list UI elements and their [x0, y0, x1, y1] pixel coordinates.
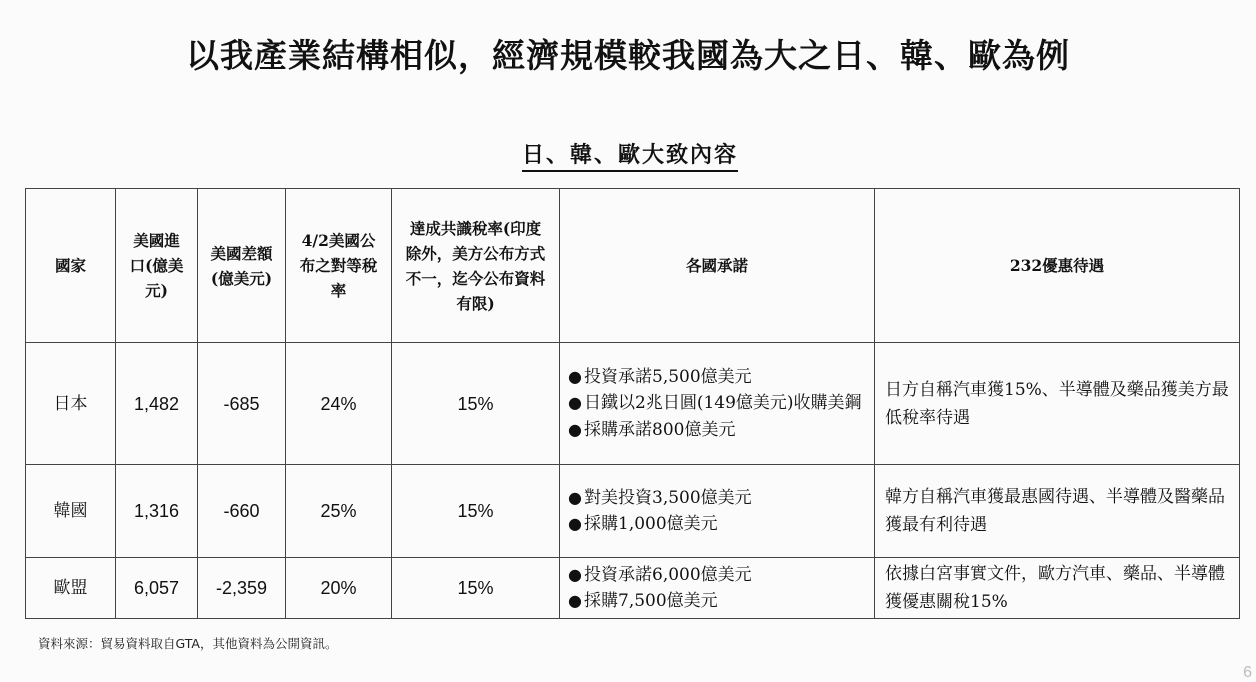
- slide-title: 以我產業結構相似，經濟規模較我國為大之日、韓、歐為例: [186, 36, 1070, 75]
- header-commitments: 各國承諾: [560, 189, 875, 343]
- table-title: [480, 138, 780, 169]
- comparison-table: [25, 188, 1240, 619]
- header-country: 國家: [26, 189, 116, 343]
- page-number: 6: [1243, 664, 1252, 681]
- cell-preferential: 日方自稱汽車獲15%、半導體及藥品獲美方最低稅率待遇: [875, 343, 1240, 465]
- cell-balance: -660: [198, 465, 286, 558]
- bullet-icon: ●: [568, 393, 582, 413]
- table-row-korea: [26, 465, 1240, 558]
- cell-agreed-rate: 15%: [392, 343, 560, 465]
- cell-import: 1,482: [116, 343, 198, 465]
- bullet-icon: ●: [568, 591, 582, 610]
- commitment-item: ● 採購1,000億美元: [568, 511, 874, 538]
- header-us-import: 美國進口(億美元): [116, 189, 198, 343]
- cell-commitments: [560, 343, 875, 465]
- source-note: 資料來源：貿易資料取自GTA，其他資料為公開資訊。: [38, 636, 338, 651]
- table-row-eu: [26, 558, 1240, 619]
- header-preferential: 232優惠待遇: [875, 189, 1240, 343]
- table-row-japan: [26, 343, 1240, 465]
- bullet-icon: ●: [568, 514, 582, 533]
- cell-commitments: [560, 465, 875, 558]
- commitment-item: ● 日鐵以2兆日圓(149億美元)收購美鋼: [568, 390, 874, 417]
- cell-balance: -2,359: [198, 558, 286, 619]
- cell-agreed-rate: 15%: [392, 465, 560, 558]
- bullet-icon: ●: [568, 487, 582, 507]
- cell-reciprocal-rate: 25%: [286, 465, 392, 558]
- cell-preferential: 韓方自稱汽車獲最惠國待遇、半導體及醫藥品獲最有利待遇: [875, 465, 1240, 558]
- cell-reciprocal-rate: 24%: [286, 343, 392, 465]
- cell-preferential: 依據白宮事實文件，歐方汽車、藥品、半導體獲優惠關稅15%: [875, 558, 1240, 619]
- bullet-icon: ●: [568, 366, 582, 386]
- table-header-row: [26, 189, 1240, 343]
- commitment-item: ● 投資承諾5,500億美元: [568, 364, 874, 391]
- cell-agreed-rate: 15%: [392, 558, 560, 619]
- cell-import: 1,316: [116, 465, 198, 558]
- cell-reciprocal-rate: 20%: [286, 558, 392, 619]
- cell-country: 歐盟: [26, 558, 116, 619]
- commitment-item: ● 採購承諾800億美元: [568, 417, 874, 444]
- bullet-icon: ●: [568, 419, 582, 439]
- commitment-item: ● 對美投資3,500億美元: [568, 485, 874, 512]
- cell-balance: -685: [198, 343, 286, 465]
- commitment-item: ● 採購7,500億美元: [568, 588, 874, 615]
- bullet-icon: ●: [568, 564, 582, 584]
- cell-commitments: [560, 558, 875, 619]
- header-us-balance: 美國差額(億美元): [198, 189, 286, 343]
- commitment-item: ● 投資承諾6,000億美元: [568, 562, 874, 589]
- header-reciprocal-rate: 4/2美國公布之對等稅率: [286, 189, 392, 343]
- cell-country: 韓國: [26, 465, 116, 558]
- cell-import: 6,057: [116, 558, 198, 619]
- cell-country: 日本: [26, 343, 116, 465]
- table-title-text: 日、韓、歐大致內容: [522, 143, 738, 172]
- header-agreed-rate: 達成共識稅率(印度除外，美方公布方式不一，迄今公布資料有限): [392, 189, 560, 343]
